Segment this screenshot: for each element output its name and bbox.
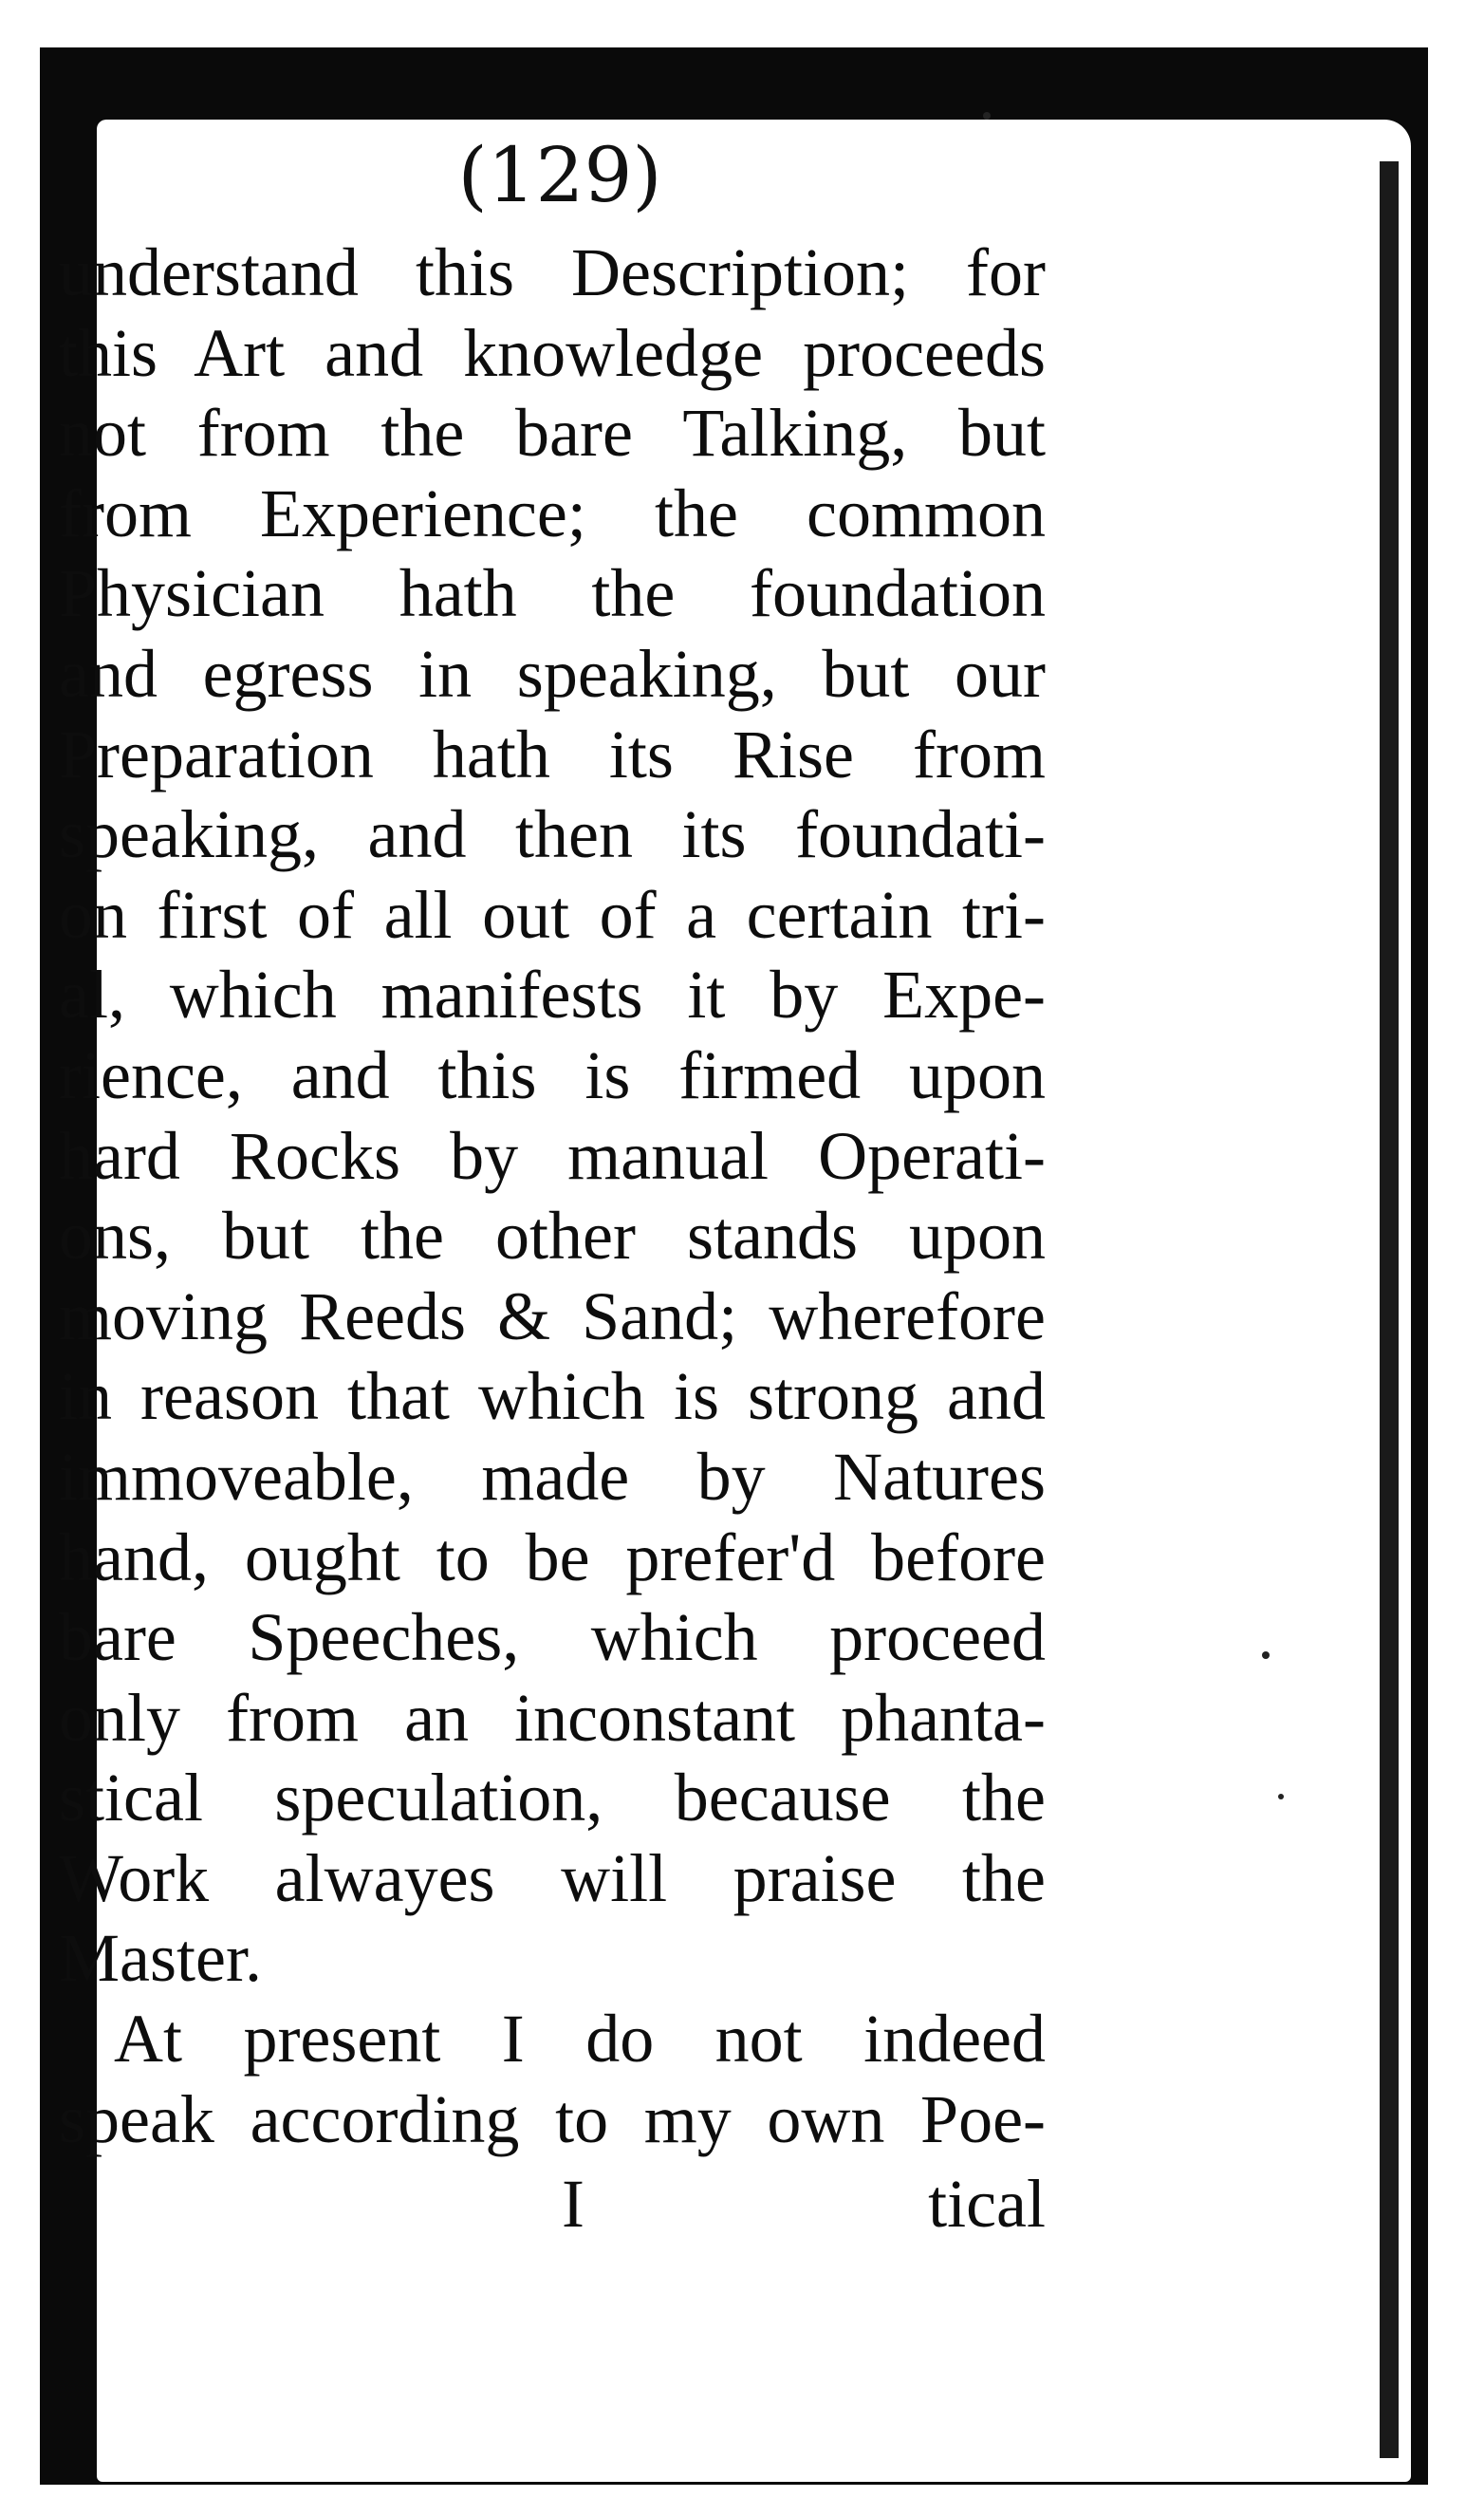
text-line: Physician hath the foundation — [59, 555, 1046, 632]
text-line: understand this Description; for — [59, 234, 1046, 310]
binding-edge-shadow — [1380, 161, 1399, 2458]
text-line: al, which manifests it by Expe- — [59, 957, 1046, 1034]
signature-mark: I — [562, 2166, 584, 2242]
catchword: tical — [928, 2166, 1046, 2242]
body-text — [59, 233, 1046, 2159]
ink-speck — [983, 112, 991, 120]
text-line: Preparation hath its Rise from — [59, 716, 1046, 792]
text-line: moving Reeds & Sand; wherefore — [59, 1277, 1046, 1354]
text-line: hand, ought to be prefer'd before — [59, 1519, 1046, 1595]
text-line: speaking, and then its foundati- — [59, 796, 1046, 873]
text-line: not from the bare Talking, but — [59, 395, 1046, 472]
text-line: stical speculation, because the — [59, 1760, 1046, 1836]
page-footer — [59, 2164, 1046, 2244]
page-number: (129) — [457, 131, 662, 219]
text-line: in reason that which is strong and — [59, 1358, 1046, 1435]
text-line: from Experience; the common — [59, 475, 1046, 551]
text-line: immoveable, made by Natures — [59, 1438, 1046, 1515]
text-line: rience, and this is firmed upon — [59, 1036, 1046, 1113]
text-line: and egress in speaking, but our — [59, 635, 1046, 712]
text-line: on first of all out of a certain tri- — [59, 876, 1046, 953]
ink-speck — [1278, 1794, 1284, 1799]
text-line: ons, but the other stands upon — [59, 1198, 1046, 1275]
paragraph-start-line: At present I do not indeed — [114, 2001, 1046, 2078]
ink-speck — [1262, 1651, 1270, 1659]
text-line: Work alwayes will praise the — [59, 1839, 1046, 1916]
text-line: only from an inconstant phanta- — [59, 1679, 1046, 1756]
paragraph-end-line: Master. — [59, 1920, 262, 1997]
text-line: this Art and knowledge proceeds — [59, 314, 1046, 391]
text-line: hard Rocks by manual Operati- — [59, 1117, 1046, 1194]
text-line: bare Speeches, which proceed — [59, 1599, 1046, 1676]
text-line: speak according to my own Poe- — [59, 2080, 1046, 2157]
